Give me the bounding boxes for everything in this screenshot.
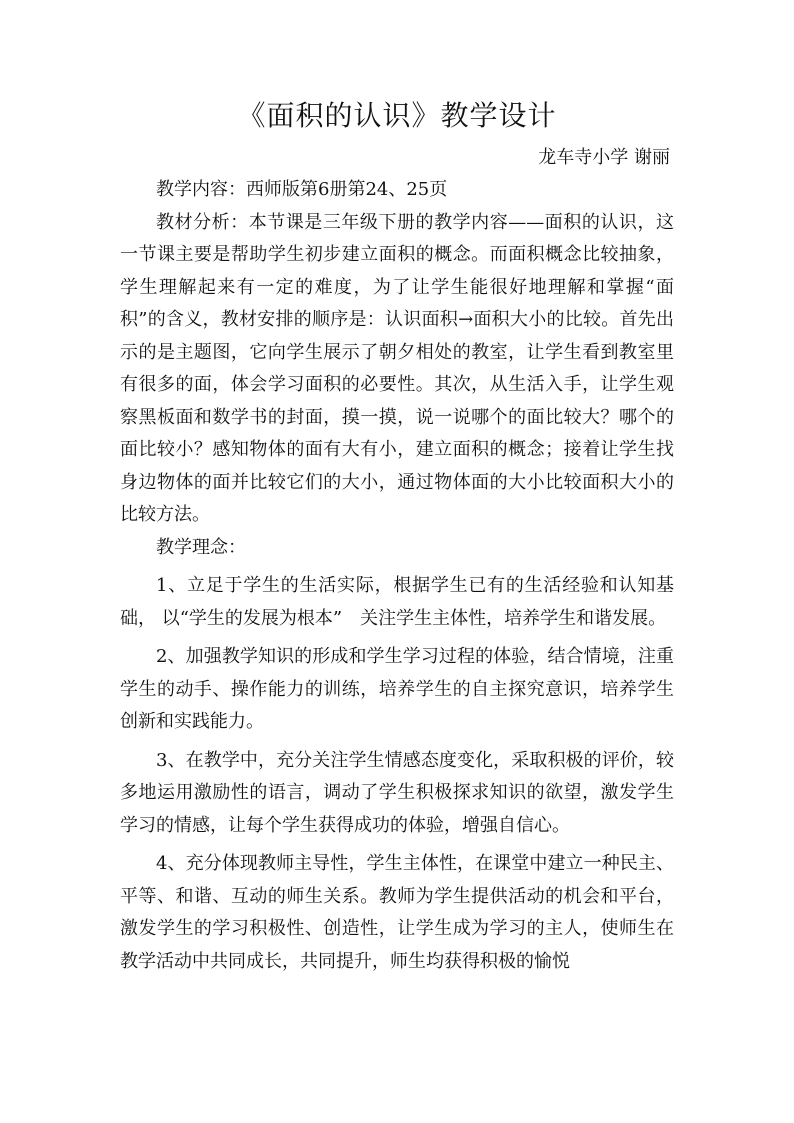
teaching-philosophy-heading: 教学理念： [156,536,246,558]
document-body [120,174,674,978]
document-title: 《面积的认识》教学设计 [237,99,557,132]
philosophy-item-1: 1、立足于学生的生活实际，根据学生已有的生活经验和认知基础， 以“学生的发展为根本” 关注学生主体性，培养学生和谐发展。 [120,575,674,629]
philosophy-item-4: 4、充分体现教师主导性，学生主体性，在课堂中建立一种民主、平等、和谐、互动的师生关系。教师为学生提供活动的机会和平台，激发学生的学习积极性、创造性，让学生成为学习的主人，使师生在教学活动中共同成长，共同提升，师生均获得积极的愉悦 [120,853,674,972]
teaching-content-paragraph: 教学内容：西师版第6册第24、25页 [156,179,448,200]
author-line: 龙车寺小学 谢丽 [538,147,670,168]
philosophy-item-2: 2、加强教学知识的形成和学生学习过程的体验，结合情境，注重学生的动手、操作能力的训练，培养学生的自主探究意识，培养学生创新和实践能力。 [120,646,674,732]
textbook-analysis-paragraph: 教材分析：本节课是三年级下册的教学内容——面积的认识，这一节课主要是帮助学生初步建立面积的概念。而面积概念比较抽象，学生理解起来有一定的难度，为了让学生能很好地理解和掌握“面积”的含义，教材安排的顺序是：认识面积→面积大小的比较。首先出示的是主题图，它向学生展示了朝夕相处的教室，让学生看到教室里有很多的面，体会学习面积的必要性。其次，从生活入手，让学生观察黑板面和数学书的封面，摸一摸，说一说哪个的面比较大？哪个的面比较小？感知物体的面有大有小，建立面积的概念；接着让学生找身边物体的面并比较它们的大小，通过物体面的大小比较面积大小的比较方法。 [120,211,674,525]
philosophy-item-3: 3、在教学中，充分关注学生情感态度变化，采取积极的评价，较多地运用激励性的语言，调动了学生积极探求知识的欲望，激发学生学习的情感，让每个学生获得成功的体验，增强自信心。 [120,749,674,836]
